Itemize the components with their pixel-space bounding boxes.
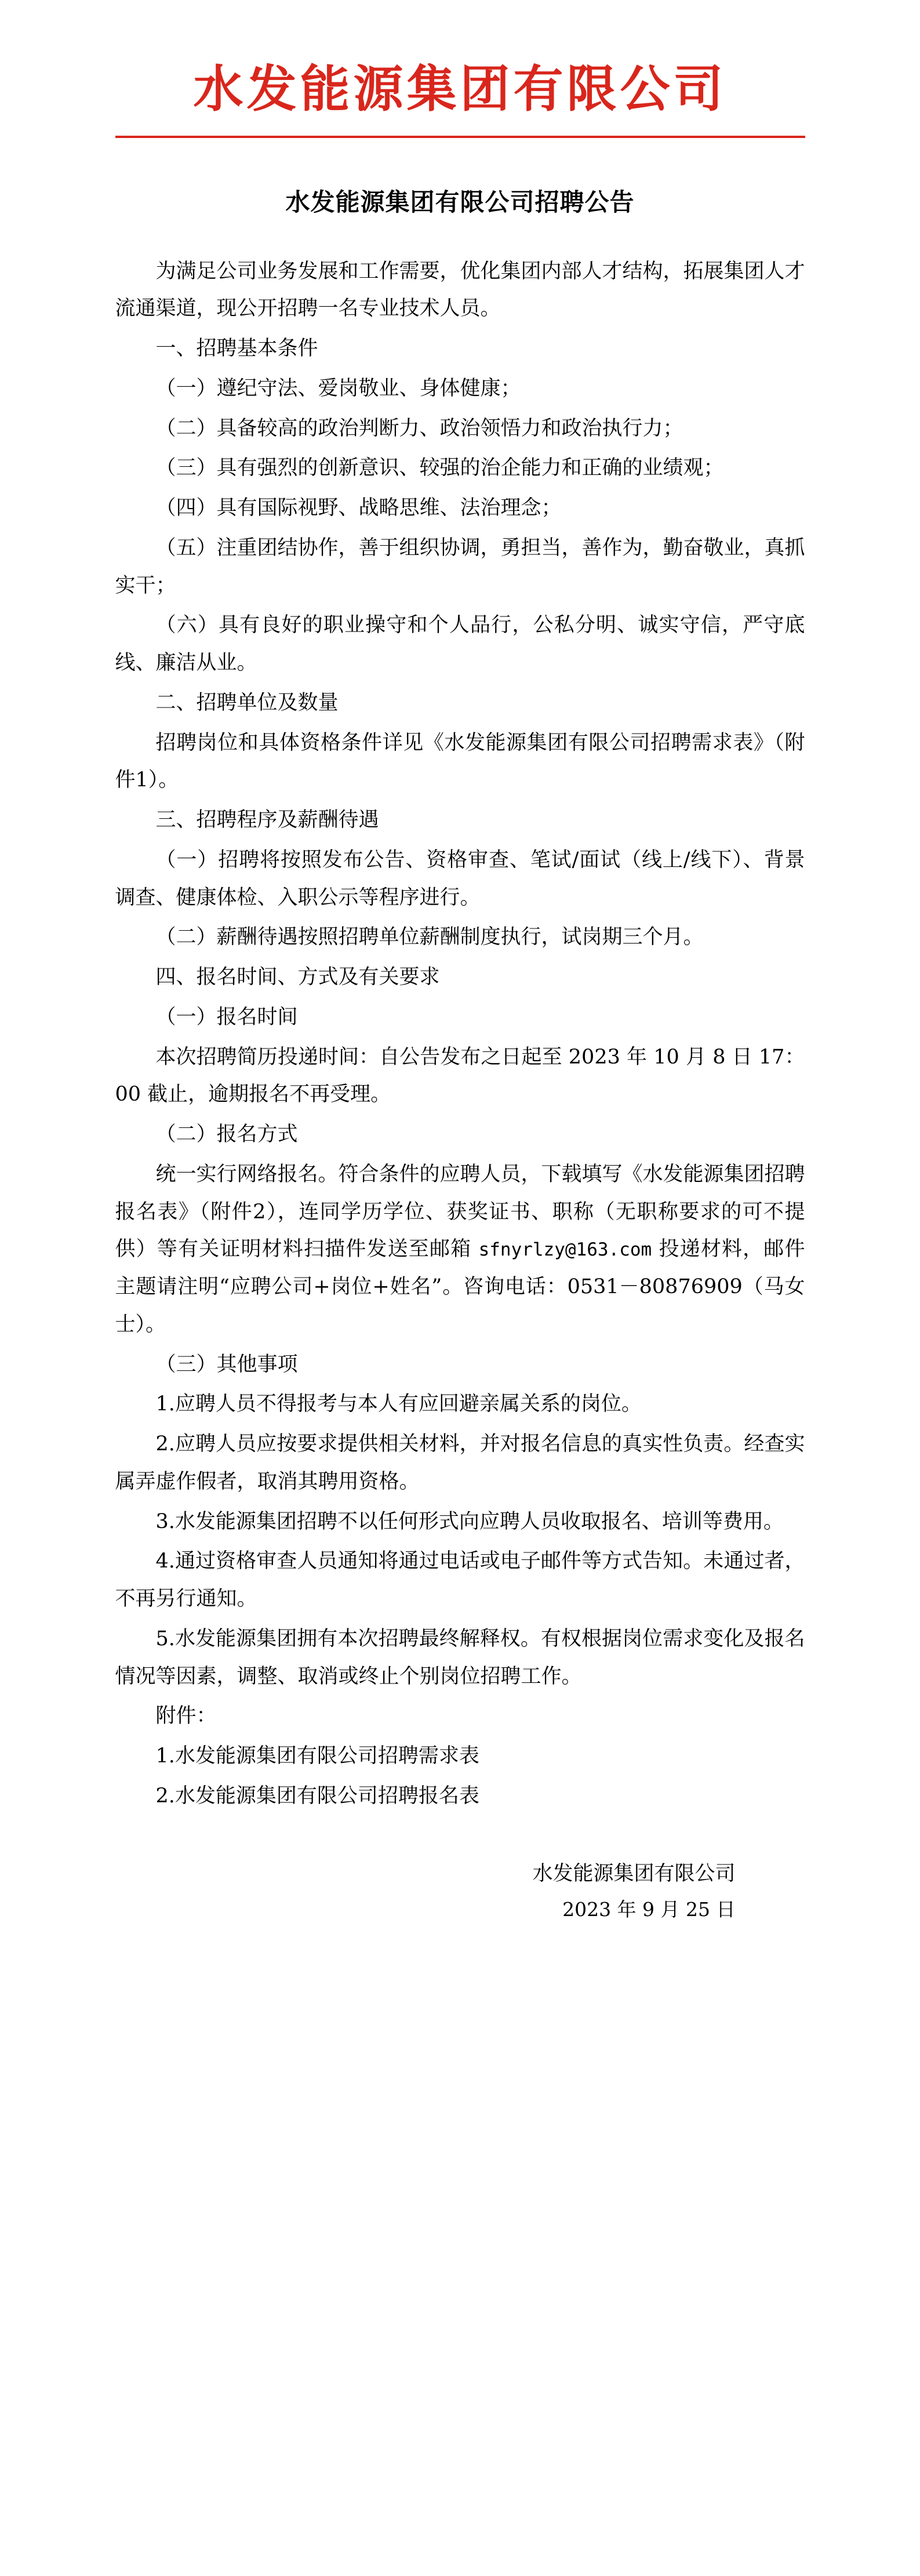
paragraph-other-2: 2.应聘人员应按要求提供相关材料，并对报名信息的真实性负责。经查实属弄虚作假者，取消其聘用资格。	[115, 1432, 805, 1493]
heading-section-1: 一、招聘基本条件	[155, 337, 318, 360]
attachment-item-1: 1.水发能源集团有限公司招聘需求表	[155, 1744, 479, 1768]
paragraph-other-4: 4.通过资格审查人员通知将通过电话或电子邮件等方式告知。未通过者，不再另行通知。	[115, 1550, 805, 1610]
paragraph-1-6: （六）具有良好的职业操守和个人品行，公私分明、诚实守信，严守底线、廉洁从业。	[115, 614, 805, 674]
paragraph-other-3: 3.水发能源集团招聘不以任何形式向应聘人员收取报名、培训等费用。	[155, 1510, 784, 1533]
paragraph-signup-time: 本次招聘简历投递时间：自公告发布之日起至 2023 年 10 月 8 日 17：00 截止，逾期报名不再受理。	[115, 1045, 805, 1106]
paragraph-1-3: （三）具有强烈的创新意识、较强的治企能力和正确的业绩观；	[155, 456, 724, 480]
page-title: 水发能源集团有限公司招聘公告	[285, 187, 635, 216]
document-body	[115, 253, 805, 1815]
page-bottom-spacer	[49, 1926, 872, 1996]
paragraph-signup-method	[115, 1156, 805, 1344]
paragraph-1-2: （二）具备较高的政治判断力、政治领悟力和政治执行力；	[155, 416, 683, 440]
heading-4-1: （一）报名时间	[155, 1005, 298, 1029]
paragraph-other-1: 1.应聘人员不得报考与本人有应回避亲属关系的岗位。	[155, 1392, 642, 1416]
signature-company: 水发能源集团有限公司	[532, 1862, 736, 1885]
heading-4-2: （二）报名方式	[155, 1123, 298, 1146]
heading-section-3: 三、招聘程序及薪酬待遇	[155, 808, 379, 832]
paragraph-1-4: （四）具有国际视野、战略思维、法治理念；	[155, 496, 562, 520]
paragraph-1-5: （五）注重团结协作，善于组织协调，勇担当，善作为，勤奋敬业，真抓实干；	[115, 536, 805, 597]
attachment-item-2: 2.水发能源集团有限公司招聘报名表	[155, 1784, 479, 1808]
signup-method-tail: 投递材料，邮件主题请注明“应聘公司+岗位+姓名”。咨询电话：0531－80876909（马女士）。	[115, 1238, 805, 1336]
attachments-label: 附件：	[155, 1704, 217, 1728]
contact-email: sfnyrlzy@163.com	[478, 1239, 652, 1261]
signature-date: 2023 年 9 月 25 日	[562, 1897, 736, 1921]
heading-section-4: 四、报名时间、方式及有关要求	[155, 966, 440, 989]
heading-4-3: （三）其他事项	[155, 1352, 298, 1376]
paragraph-3-2: （二）薪酬待遇按照招聘单位薪酬制度执行，试岗期三个月。	[155, 926, 704, 949]
paragraph-intro: 为满足公司业务发展和工作需要，优化集团内部人才结构，拓展集团人才流通渠道，现公开招聘一名专业技术人员。	[115, 259, 805, 321]
signature-block	[115, 1856, 805, 1926]
paragraph-1-1: （一）遵纪守法、爱岗敬业、身体健康；	[155, 376, 521, 400]
paragraph-3-1: （一）招聘将按照发布公告、资格审查、笔试/面试（线上/线下）、背景调查、健康体检、入职公示等程序进行。	[115, 848, 805, 909]
signup-method-lead: 统一实行网络报名。符合条件的应聘人员，下载填写《水发能源集团招聘报名表》（附件2），连同学历学位、获奖证书、职称（无职称要求的可不提供）等有关证明材料扫描件发送至邮箱	[115, 1162, 805, 1261]
document-sheet	[49, 0, 872, 1996]
paragraph-other-5: 5.水发能源集团拥有本次招聘最终解释权。有权根据岗位需求变化及报名情况等因素，调整、取消或终止个别岗位招聘工作。	[115, 1627, 805, 1688]
letterhead-company-name: 水发能源集团有限公司	[193, 60, 727, 118]
letterhead-divider	[115, 136, 805, 138]
paragraph-2-1: 招聘岗位和具体资格条件详见《水发能源集团有限公司招聘需求表》（附件1）。	[115, 731, 805, 792]
heading-section-2: 二、招聘单位及数量	[155, 691, 339, 714]
